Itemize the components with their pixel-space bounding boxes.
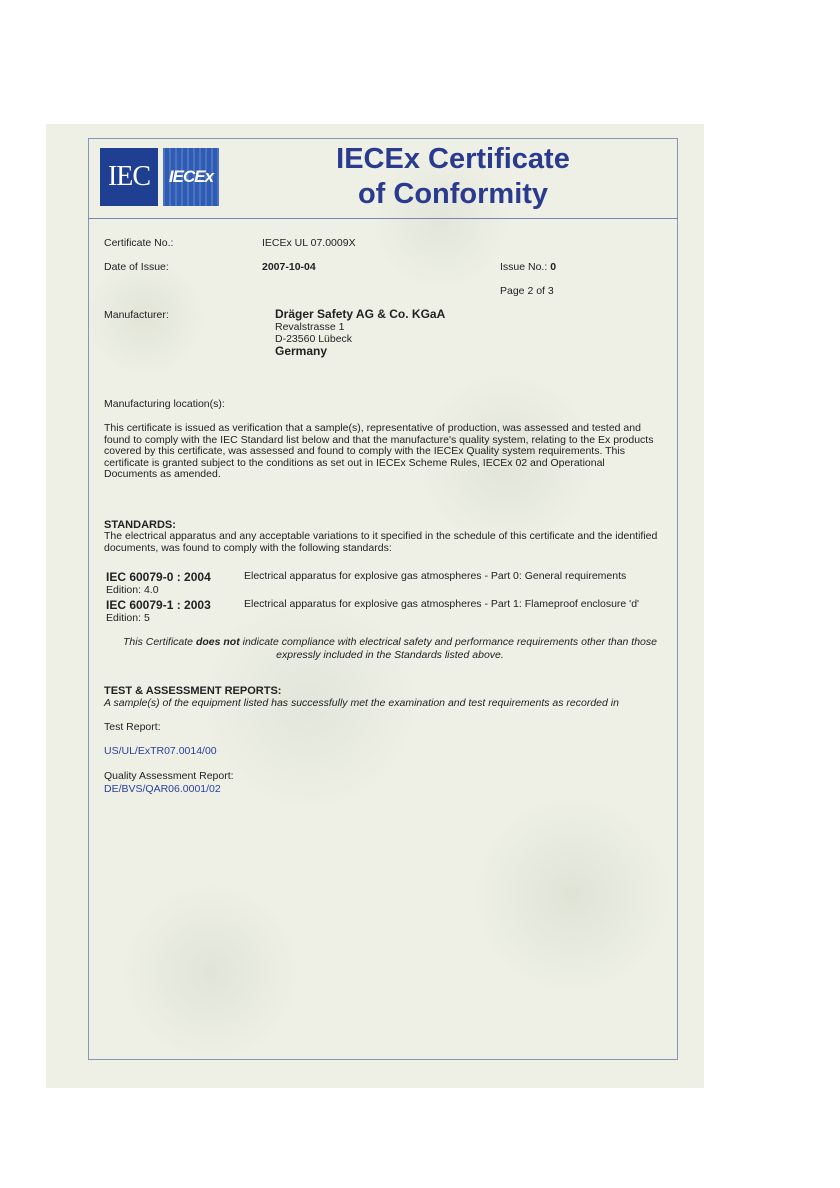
date-of-issue-label: Date of Issue: <box>104 261 169 273</box>
standards-intro-line: documents, was found to comply with the following standards: <box>104 541 392 554</box>
manufacturer-city: D-23560 Lübeck <box>275 333 353 345</box>
intro-paragraph <box>104 423 653 481</box>
title-line-1: IECEx Certificate <box>336 143 570 175</box>
standard-description: Electrical apparatus for explosive gas atmospheres - Part 1: Flameproof enclosure 'd' <box>244 598 640 610</box>
manufacturer-name: Dräger Safety AG & Co. KGaA <box>275 307 446 321</box>
iec-logo <box>100 148 158 206</box>
date-of-issue-value: 2007-10-04 <box>262 261 316 273</box>
standard-edition: Edition: 4.0 <box>106 584 159 596</box>
certificate-no-value: IECEx UL 07.0009X <box>262 237 356 249</box>
manufacturer-label: Manufacturer: <box>104 309 169 321</box>
standard-description: Electrical apparatus for explosive gas atmospheres - Part 0: General requirements <box>244 570 627 582</box>
reports-intro: A sample(s) of the equipment listed has successfully met the examination and test requirements as recorded in <box>104 697 619 709</box>
issue-no-label: Issue No.: <box>500 261 548 273</box>
iecex-logo <box>163 148 219 206</box>
intro-line: certificate is granted subject to the conditions as set out in IECEx Scheme Rules, IECEx 02 and Operational <box>104 456 605 469</box>
qa-report-label: Quality Assessment Report: <box>104 770 234 782</box>
test-report-label: Test Report: <box>104 721 161 733</box>
title-line-2: of Conformity <box>357 178 549 210</box>
manufacturing-location-label: Manufacturing location(s): <box>104 398 225 410</box>
iecex-logo-text: IECEx <box>168 167 214 186</box>
page-number: Page 2 of 3 <box>500 285 554 297</box>
iec-logo-text: IEC <box>107 161 151 192</box>
certificate-no-label: Certificate No.: <box>104 237 174 249</box>
intro-line: This certificate is issued as verification that a sample(s), representative of production, was assessed and tested and <box>104 422 641 434</box>
note-text-post: indicate compliance with electrical safety and performance requirements other than those <box>239 636 657 648</box>
compliance-note-line-1 <box>100 636 680 649</box>
note-text-pre: This Certificate <box>123 636 196 648</box>
qa-report-value[interactable]: DE/BVS/QAR06.0001/02 <box>104 783 221 795</box>
standards-intro-line: The electrical apparatus and any acceptable variations to it specified in the schedule of this certificate and the identified <box>104 530 658 542</box>
intro-line: found to comply with the IEC Standard list below and that the manufacture's quality system, relating to the Ex products <box>104 433 654 446</box>
standard-code: IEC 60079-1 : 2003 <box>106 598 211 612</box>
manufacturer-street: Revalstrasse 1 <box>275 321 345 333</box>
reports-heading: TEST & ASSESSMENT REPORTS: <box>104 685 282 697</box>
manufacturer-country: Germany <box>275 344 328 358</box>
compliance-note <box>100 636 680 662</box>
standards-intro <box>104 531 657 554</box>
standards-heading: STANDARDS: <box>104 519 176 531</box>
standard-edition: Edition: 5 <box>106 612 150 624</box>
intro-line: Documents as amended. <box>104 468 221 481</box>
standard-code: IEC 60079-0 : 2004 <box>106 570 211 584</box>
certificate-title <box>260 142 646 212</box>
issue-no-value: 0 <box>550 261 557 273</box>
issue-no <box>500 261 556 274</box>
note-text-bold: does not <box>195 636 240 648</box>
intro-line: covered by this certificate, was assessed and found to comply with the IECEx Quality system requirements. This <box>104 445 625 458</box>
compliance-note-line-2: expressly included in the Standards listed above. <box>276 649 504 661</box>
test-report-value[interactable]: US/UL/ExTR07.0014/00 <box>104 745 217 757</box>
header-divider <box>88 218 678 219</box>
